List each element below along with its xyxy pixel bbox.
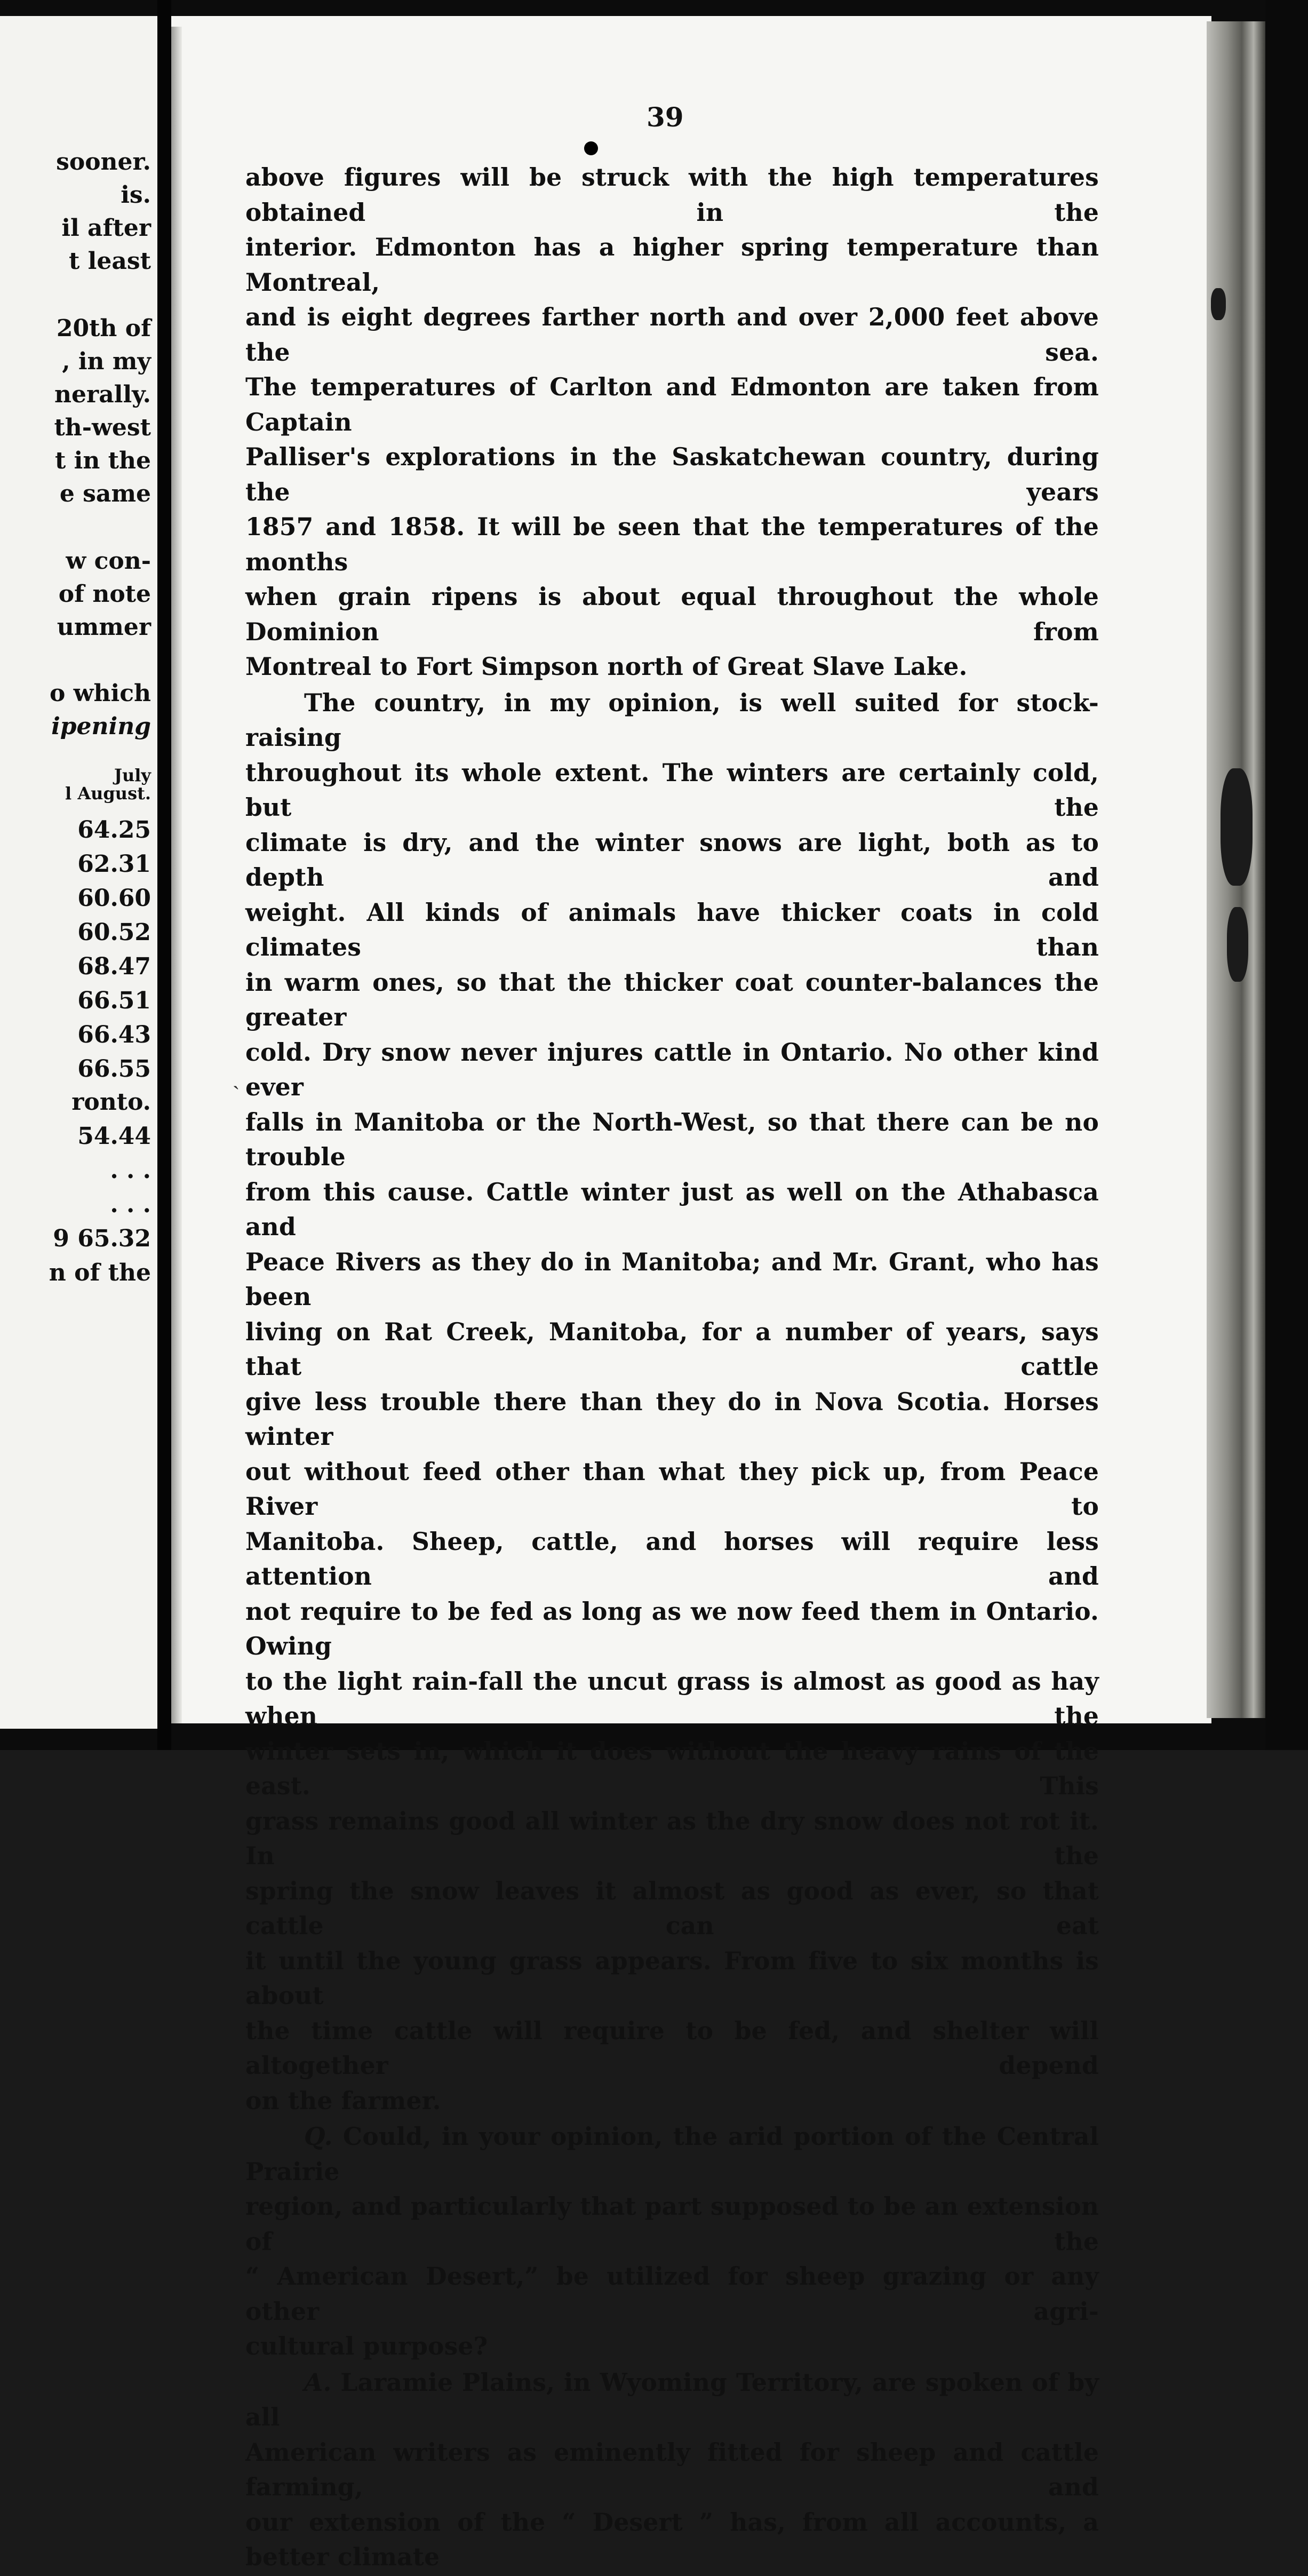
text-line: [245, 510, 1099, 579]
text-line: [245, 2259, 1099, 2329]
left-page-fragment: w con-: [66, 547, 151, 575]
line-text: climate is dry, and the winter snows are light, both as to depth and: [245, 828, 1099, 892]
paragraph: [245, 2119, 1099, 2364]
text-line: [245, 965, 1099, 1035]
gutter-shadow: [171, 27, 182, 1723]
line-text: interior. Edmonton has a higher spring temperature than Montreal,: [245, 233, 1099, 297]
paragraph: [245, 2365, 1099, 2575]
left-page-fragment: t in the: [55, 447, 151, 474]
left-page-fragment: 66.55: [77, 1055, 151, 1083]
line-text: region, and particularly that part supposed to be an extension of the: [245, 2192, 1099, 2256]
text-line: [245, 1105, 1099, 1175]
binding-gutter: [157, 0, 171, 1750]
text-line: [245, 370, 1099, 440]
line-text: Could, in your opinion, the arid portion of the Central Prairie: [245, 2122, 1099, 2186]
line-text: grass remains good all winter as the dry snow does not rot it. In the: [245, 1806, 1099, 1870]
line-text: throughout its whole extent. The winters are certainly cold, but the: [245, 758, 1099, 822]
line-text: cultural purpose?: [245, 2332, 488, 2360]
text-line: [245, 649, 1099, 685]
text-line: [245, 579, 1099, 649]
body-text: [245, 160, 1099, 2576]
text-line: [245, 440, 1099, 510]
left-page-fragment: 54.44: [77, 1123, 151, 1150]
left-page-fragment: o which: [49, 680, 151, 707]
line-text: Montreal to Fort Simpson north of Great Slave Lake.: [245, 652, 968, 681]
left-page-fragment: il after: [61, 214, 151, 242]
line-text: Manitoba. Sheep, cattle, and horses will require less attention and: [245, 1526, 1099, 1591]
text-line: [245, 2329, 1099, 2364]
left-page-fragment: 60.60: [77, 885, 151, 912]
answer-label: A.: [304, 2367, 332, 2397]
text-line: [245, 2435, 1099, 2505]
left-page-fragment: . . .: [110, 1191, 151, 1218]
line-text: winter sets in, which it does without the heavy rains of the east. This: [245, 1736, 1099, 1800]
line-text: the time cattle will require to be fed, and shelter will altogether depend: [245, 2016, 1099, 2080]
text-line: [245, 1874, 1099, 1944]
left-page-fragment: is.: [121, 181, 151, 209]
text-line: [245, 895, 1099, 965]
text-line: [245, 1315, 1099, 1385]
paragraph: [245, 686, 1099, 2119]
line-text: it until the young grass appears. From five to six months is about: [245, 1946, 1099, 2010]
left-page-fragment: 66.51: [77, 987, 151, 1014]
line-text: American writers as eminently fitted for sheep and cattle farming, and: [245, 2437, 1099, 2501]
left-page-fragment: ronto.: [71, 1088, 151, 1116]
text-line: [245, 1245, 1099, 1315]
left-page-fragment: nerally.: [54, 381, 151, 408]
left-page-fragment: 62.31: [77, 850, 151, 878]
text-line: [245, 756, 1099, 825]
paragraph: [245, 160, 1099, 685]
line-text: from this cause. Cattle winter just as well on the Athabasca and: [245, 1177, 1099, 1241]
margin-mark: ˎ: [233, 1066, 240, 1090]
line-text: 1857 and 1858. It will be seen that the temperatures of the months: [245, 512, 1099, 576]
text-line: [245, 1035, 1099, 1105]
line-text: to the light rain-fall the uncut grass is almost as good as hay when the: [245, 1666, 1099, 1730]
left-facing-page: [0, 16, 157, 1729]
line-text: and is eight degrees farther north and over 2,000 feet above the sea.: [245, 303, 1099, 367]
line-text: falls in Manitoba or the North-West, so that there can be no trouble: [245, 1107, 1099, 1171]
left-page-fragment: th-west: [54, 414, 151, 441]
line-text: give less trouble there than they do in Nova Scotia. Horses winter: [245, 1387, 1099, 1451]
line-text: cold. Dry snow never injures cattle in Ontario. No other kind ever: [245, 1037, 1099, 1101]
line-text: living on Rat Creek, Manitoba, for a number of years, says that cattle: [245, 1317, 1099, 1381]
line-text: The country, in my opinion, is well suited for stock-raising: [245, 688, 1099, 752]
line-text: “ American Desert,” be utilized for sheep grazing or any other agri-: [245, 2262, 1099, 2326]
page-number: 39: [647, 101, 684, 133]
text-line: [245, 1944, 1099, 2014]
left-page-fragment: ipening: [51, 713, 151, 740]
text-line: [245, 1385, 1099, 1454]
text-line: [245, 160, 1099, 230]
text-line: [245, 2505, 1099, 2575]
left-page-fragment: 66.43: [77, 1021, 151, 1048]
line-text: not require to be fed as long as we now feed them in Ontario. Owing: [245, 1596, 1099, 1660]
text-line: [245, 1454, 1099, 1524]
left-page-fragment: sooner.: [56, 148, 151, 176]
line-text: our extension of the “ Desert ” has, from all accounts, a better climate: [245, 2507, 1099, 2571]
line-text: on the farmer.: [245, 2086, 441, 2115]
line-text: spring the snow leaves it almost as good as ever, so that cattle can eat: [245, 1876, 1099, 1940]
left-page-fragment: n of the: [49, 1259, 151, 1286]
line-text: when grain ripens is about equal throughout the whole Dominion from: [245, 582, 1099, 646]
scan-right-border: [1265, 0, 1308, 1750]
line-text: out without feed other than what they pick up, from Peace River to: [245, 1457, 1099, 1521]
left-page-fragment: of note: [58, 581, 151, 608]
text-line: [245, 300, 1099, 370]
line-text: Laramie Plains, in Wyoming Territory, are spoken of by all: [245, 2367, 1099, 2431]
line-text: The temperatures of Carlton and Edmonton are taken from Captain: [245, 372, 1099, 436]
text-line: [245, 825, 1099, 895]
left-page-fragment: ummer: [57, 614, 151, 641]
left-page-fragment: t least: [69, 248, 151, 275]
left-page-fragment: July: [114, 765, 151, 785]
text-line: [245, 2119, 1099, 2189]
left-page-fragment: l August.: [65, 783, 151, 804]
text-line: [245, 2365, 1099, 2435]
left-page-fragment: 68.47: [77, 953, 151, 980]
text-line: [245, 686, 1099, 756]
line-text: above figures will be struck with the high temperatures obtained in the: [245, 163, 1099, 227]
question-label: Q.: [304, 2122, 333, 2151]
text-line: [245, 1524, 1099, 1594]
left-page-fragment: e same: [59, 480, 151, 507]
text-line: [245, 1664, 1099, 1734]
line-text: Palliser's explorations in the Saskatchewan country, during the years: [245, 442, 1099, 506]
text-line: [245, 2014, 1099, 2084]
line-text: weight. All kinds of animals have thicker coats in cold climates than: [245, 897, 1099, 961]
left-page-fragment: 60.52: [77, 919, 151, 946]
text-line: [245, 1804, 1099, 1874]
text-line: [245, 230, 1099, 300]
edge-blot: [1227, 907, 1248, 982]
edge-blot: [1221, 768, 1253, 886]
left-page-fragment: 64.25: [77, 816, 151, 844]
left-page-fragment: 20th of: [56, 315, 151, 342]
left-page-fragment: . . .: [110, 1157, 151, 1184]
edge-blot: [1211, 288, 1226, 320]
left-page-fragment: 9 65.32: [53, 1225, 151, 1252]
left-page-fragment: , in my: [62, 348, 151, 375]
text-line: [245, 2084, 1099, 2119]
line-text: Peace Rivers as they do in Manitoba; and Mr. Grant, who has been: [245, 1247, 1099, 1311]
text-line: [245, 1594, 1099, 1664]
text-line: [245, 1734, 1099, 1804]
text-line: [245, 2189, 1099, 2259]
line-text: in warm ones, so that the thicker coat counter-balances the greater: [245, 967, 1099, 1031]
ink-dot: [584, 141, 598, 155]
text-line: [245, 1175, 1099, 1245]
